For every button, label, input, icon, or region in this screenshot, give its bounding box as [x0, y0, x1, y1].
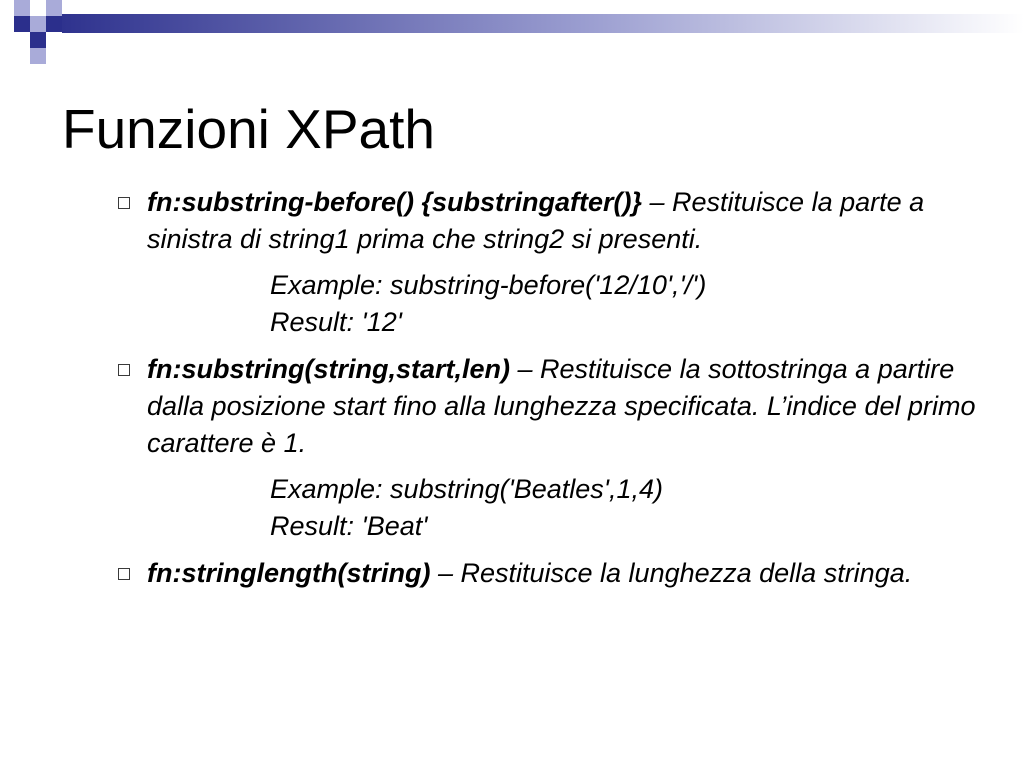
function-description: Restituisce la lunghezza della stringa. — [460, 558, 913, 588]
separator: – — [642, 187, 673, 217]
square-bullet-icon — [118, 197, 130, 209]
header-square — [30, 32, 46, 48]
header-square — [30, 48, 46, 64]
function-name: fn:substring(string,start,len) — [147, 354, 510, 384]
example-block — [116, 471, 996, 545]
header-square — [30, 0, 46, 16]
header-square — [46, 0, 62, 16]
square-bullet-icon — [118, 568, 130, 580]
example-text: Example: substring-before('12/10','/') — [270, 270, 707, 300]
header-square — [14, 0, 30, 16]
function-name: fn:stringlength(string) — [147, 558, 431, 588]
slide-title: Funzioni XPath — [62, 98, 435, 160]
bullet-item — [116, 351, 996, 462]
separator: – — [430, 558, 461, 588]
function-description: Restituisce la parte a sinistra di string1 prima che string2 si presenti. — [147, 187, 925, 254]
slide-content — [116, 184, 996, 592]
header-square — [30, 16, 46, 32]
header-gradient-bar — [44, 14, 1024, 33]
bullet-item — [116, 184, 996, 258]
header-square — [46, 16, 62, 32]
result-text: Result: 'Beat' — [270, 511, 428, 541]
header-decoration — [0, 0, 1024, 64]
example-block — [116, 267, 996, 341]
function-name: fn:substring-before() {substringafter()} — [147, 187, 642, 217]
result-text: Result: '12' — [270, 307, 402, 337]
header-square — [14, 16, 30, 32]
header-square — [14, 32, 30, 48]
function-description: Restituisce la sottostringa a partire dalla posizione start fino alla lunghezza specificata. L’indice del primo carattere è 1. — [147, 354, 976, 458]
example-text: Example: substring('Beatles',1,4) — [270, 474, 663, 504]
bullet-item — [116, 555, 996, 592]
square-bullet-icon — [118, 364, 130, 376]
separator: – — [510, 354, 541, 384]
header-square — [46, 32, 62, 48]
